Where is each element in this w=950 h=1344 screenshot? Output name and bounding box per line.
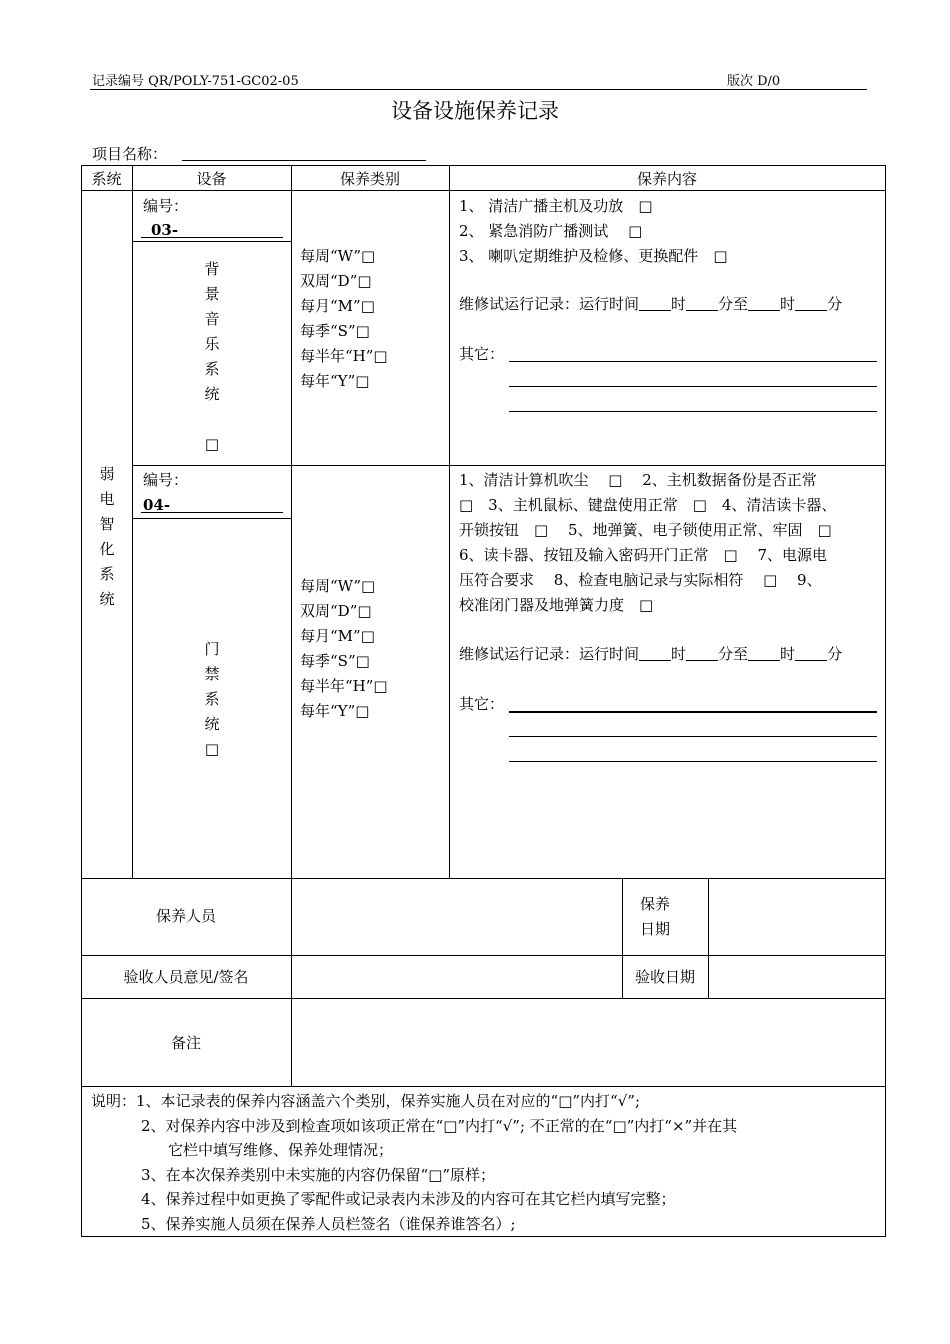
- run-hour-end-field[interactable]: [748, 295, 780, 311]
- run-hour-end-field[interactable]: [748, 645, 780, 661]
- type-weekly[interactable]: 每周“W”□: [300, 247, 376, 265]
- type-yearly[interactable]: 每年“Y”□: [300, 372, 370, 390]
- other-line-1[interactable]: [509, 711, 877, 713]
- maint-date-label-2: 日期: [640, 920, 671, 938]
- equipment-no-value: 04-: [143, 496, 171, 514]
- other-line-2[interactable]: [509, 736, 877, 737]
- maint-date-label-1: 保养: [640, 895, 671, 913]
- other-line-3[interactable]: [509, 761, 877, 762]
- note-line: 2、对保养内容中涉及到检查项如该项正常在“□”内打“√”; 不正常的在“□”内打“×”并在其: [141, 1116, 738, 1135]
- accept-date-field[interactable]: [709, 956, 884, 997]
- system-name: 弱 电 智 化 系 统: [99, 465, 115, 608]
- col-content: 保养内容: [636, 170, 697, 188]
- equipment-name: 门 禁 系 统 □: [202, 637, 222, 762]
- type-weekly[interactable]: 每周“W”□: [300, 577, 376, 595]
- content-item[interactable]: 开锁按钮 □ 5、地弹簧、电子锁使用正常、牢固 □: [459, 521, 832, 539]
- col-equipment: 设备: [196, 170, 227, 188]
- acceptor-label: 验收人员意见/签名: [123, 968, 249, 986]
- equipment-no-field[interactable]: [141, 512, 283, 513]
- run-minute-end-field[interactable]: [795, 295, 827, 311]
- equipment-checkbox[interactable]: □: [204, 435, 220, 453]
- other-line-2[interactable]: [509, 386, 877, 387]
- equipment-checkbox[interactable]: □: [204, 740, 220, 758]
- content-list: [459, 194, 728, 269]
- header-rule: [90, 89, 867, 90]
- content-item[interactable]: 压符合要求 8、检查电脑记录与实际相符 □ 9、: [459, 571, 822, 589]
- type-monthly[interactable]: 每月“M”□: [300, 627, 375, 645]
- note-line: 它栏中填写维修、保养处理情况；: [168, 1141, 394, 1159]
- note-line: 说明：1、本记录表的保养内容涵盖六个类别，保养实施人员在对应的“□”内打“√”;: [91, 1092, 641, 1110]
- maintainer-signature-field[interactable]: [292, 879, 621, 954]
- content-item[interactable]: 6、读卡器、按钮及输入密码开门正常 □ 7、电源电: [459, 546, 828, 564]
- type-biweekly[interactable]: 双周“D”□: [300, 272, 372, 290]
- run-hour-start-field[interactable]: [639, 645, 671, 661]
- page-title: 设备设施保养记录: [391, 99, 559, 123]
- other-line-3[interactable]: [509, 411, 877, 412]
- project-name-label: 项目名称：: [92, 145, 168, 163]
- content-item[interactable]: 1、 清洁广播主机及功放 □: [459, 197, 653, 215]
- content-list: [459, 468, 836, 618]
- version-label: 版次 D/0: [727, 74, 781, 89]
- type-quarterly[interactable]: 每季“S”□: [300, 322, 370, 340]
- run-log: 维修试运行记录：运行时间 时 分至 时 分: [459, 295, 843, 313]
- record-number: 记录编号 QR/POLY-751-GC02-05: [92, 74, 299, 89]
- note-line: 5、保养实施人员须在保养人员栏签名（谁保养谁答名）;: [141, 1214, 516, 1233]
- content-item[interactable]: □ 3、主机鼠标、键盘使用正常 □ 4、清洁读卡器、: [459, 496, 837, 514]
- content-item[interactable]: 校准闭门器及地弹簧力度 □: [459, 596, 654, 614]
- content-item[interactable]: 1、清洁计算机吹尘 □ 2、主机数据备份是否正常: [459, 471, 817, 489]
- remark-field[interactable]: [292, 999, 884, 1085]
- accept-date-label: 验收日期: [634, 968, 695, 986]
- other-label: 其它：: [459, 345, 505, 363]
- type-monthly[interactable]: 每月“M”□: [300, 297, 375, 315]
- run-log: 维修试运行记录：运行时间 时 分至 时 分: [459, 645, 843, 663]
- run-minute-start-field[interactable]: [686, 295, 718, 311]
- equipment-no-value: 03-: [151, 221, 179, 239]
- maintainer-label: 保养人员: [155, 907, 216, 925]
- acceptor-signature-field[interactable]: [292, 956, 621, 997]
- maintenance-type-list: [300, 244, 388, 394]
- run-hour-start-field[interactable]: [639, 295, 671, 311]
- equipment-no-field[interactable]: [141, 237, 283, 238]
- maintenance-type-list: [300, 574, 388, 724]
- equipment-no-label: 编号：: [143, 471, 189, 489]
- type-quarterly[interactable]: 每季“S”□: [300, 652, 370, 670]
- run-minute-end-field[interactable]: [795, 645, 827, 661]
- content-item[interactable]: 3、 喇叭定期维护及检修、更换配件 □: [459, 247, 728, 265]
- col-maintenance-type: 保养类别: [339, 170, 400, 188]
- type-half-yearly[interactable]: 每半年“H”□: [300, 677, 388, 695]
- content-item[interactable]: 2、 紧急消防广播测试 □: [459, 222, 643, 240]
- remark-label: 备注: [170, 1034, 201, 1052]
- type-yearly[interactable]: 每年“Y”□: [300, 702, 370, 720]
- equipment-name: 背 景 音 乐 系 统 □: [202, 257, 222, 457]
- type-biweekly[interactable]: 双周“D”□: [300, 602, 372, 620]
- note-line: 4、保养过程中如更换了零配件或记录表内未涉及的内容可在其它栏内填写完整；: [141, 1190, 676, 1208]
- equipment-no-label: 编号：: [143, 197, 189, 215]
- col-system: 系统: [91, 170, 122, 188]
- run-minute-start-field[interactable]: [686, 645, 718, 661]
- other-label: 其它：: [459, 695, 505, 713]
- type-half-yearly[interactable]: 每半年“H”□: [300, 347, 388, 365]
- note-line: 3、在本次保养类别中未实施的内容仍保留“□”原样；: [141, 1165, 496, 1184]
- other-line-1[interactable]: [509, 361, 877, 362]
- project-name-field[interactable]: [182, 160, 426, 161]
- maint-date-field[interactable]: [709, 879, 884, 954]
- notes: [91, 1089, 737, 1236]
